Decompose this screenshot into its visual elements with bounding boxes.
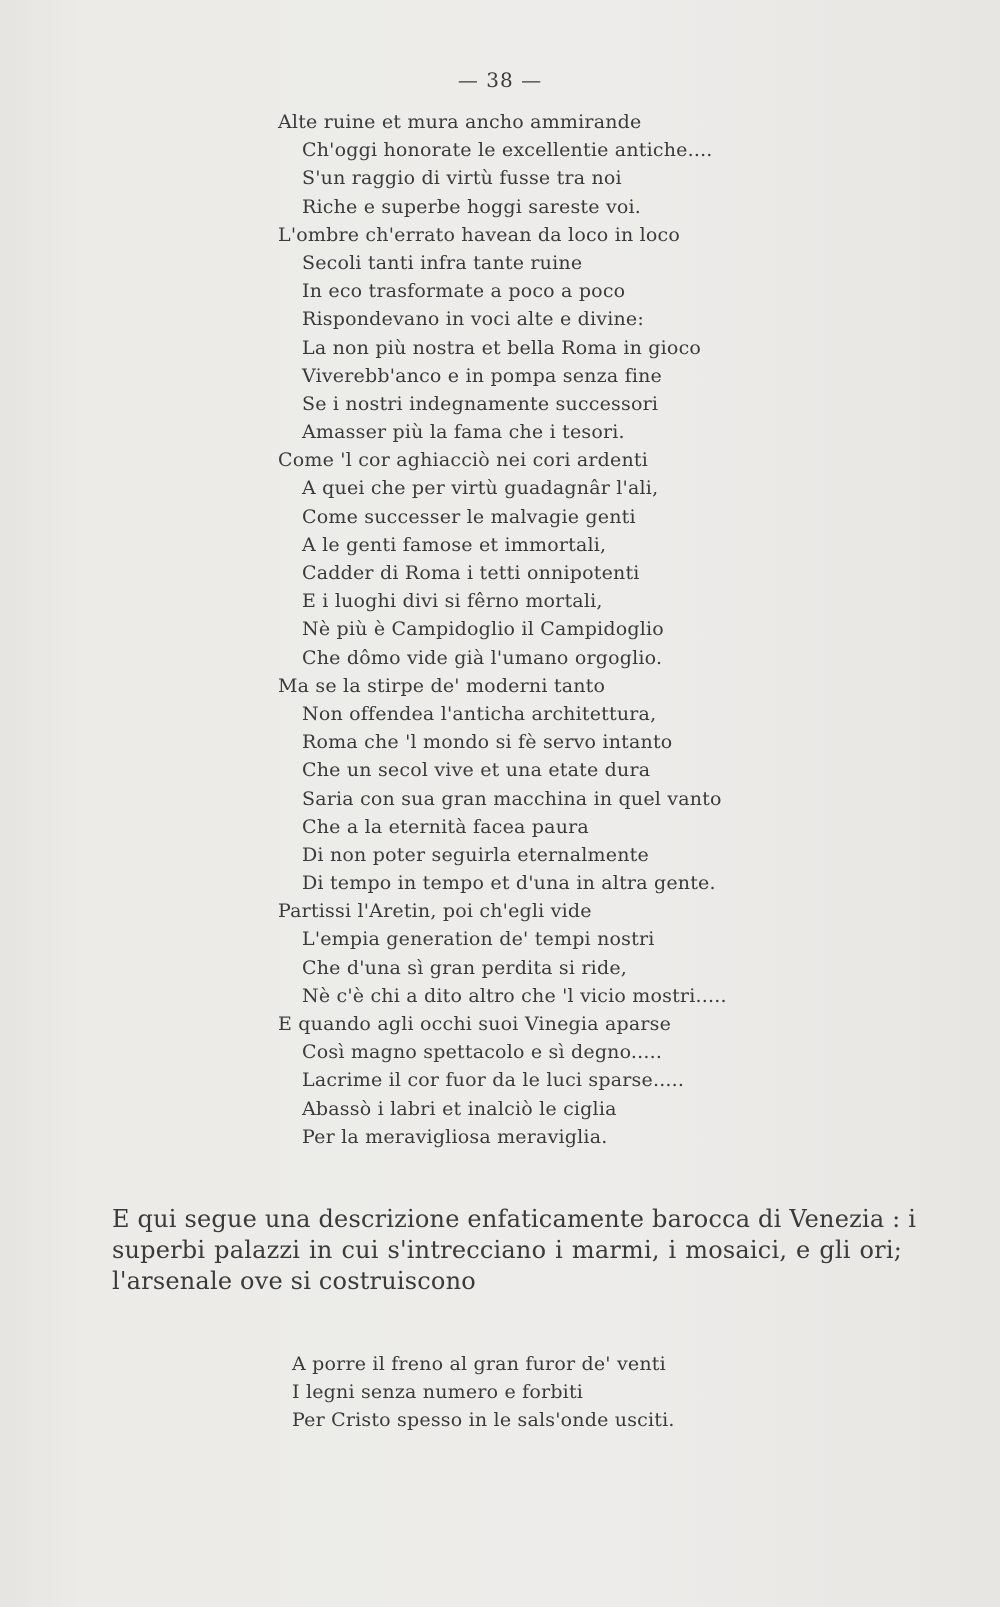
verse-line: A le genti famose et immortali, xyxy=(302,533,607,556)
verse-line: Alte ruine et mura ancho ammirande xyxy=(278,111,642,133)
verse-line: A quei che per virtù guadagnâr l'ali, xyxy=(302,477,659,500)
verse-line: Roma che 'l mondo si fè servo intanto xyxy=(302,731,673,754)
verse-line: S'un raggio di virtù fusse tra noi xyxy=(302,167,622,190)
verse-line: Di non poter seguirla eternalmente xyxy=(302,843,649,866)
verse-line: Nè più è Campidoglio il Campidoglio xyxy=(302,618,664,641)
prose-paragraph xyxy=(112,1204,917,1297)
verse-line: Per la meravigliosa meraviglia. xyxy=(302,1125,608,1148)
verse-line: L'empia generation de' tempi nostri xyxy=(302,928,655,951)
verse-line: Come successer le malvagie genti xyxy=(302,505,636,528)
verse-line: Amasser più la fama che i tesori. xyxy=(302,421,625,444)
verse-line: Per Cristo spesso in le sals'onde usciti. xyxy=(292,1409,675,1431)
verse-line: Viverebb'anco e in pompa senza fine xyxy=(302,364,662,387)
verse-line: Come 'l cor aghiacciò nei cori ardenti xyxy=(278,449,649,472)
verse-line: A porre il freno al gran furor de' venti xyxy=(292,1353,666,1375)
verse-line: Che un secol vive et una etate dura xyxy=(302,759,651,782)
prose-line: superbi palazzi in cui s'intrecciano i marmi, i mosaici, e gli ori; xyxy=(112,1236,902,1264)
quoted-verse xyxy=(292,1350,712,1434)
verse-line: Abassò i labri et inalciò le ciglia xyxy=(302,1097,617,1120)
verse-line: Cadder di Roma i tetti onnipotenti xyxy=(302,562,640,584)
verse-line: Se i nostri indegnamente successori xyxy=(302,392,659,415)
verse-line: L'ombre ch'errato havean da loco in loco xyxy=(278,223,681,246)
verse-line: E quando agli occhi suoi Vinegia aparse xyxy=(278,1013,672,1035)
verse-line: In eco trasformate a poco a poco xyxy=(302,280,626,303)
verse-line: Che d'una sì gran perdita si ride, xyxy=(302,956,628,979)
verse-line: Riche e superbe hoggi sareste voi. xyxy=(302,195,642,218)
verse-line: Non offendea l'anticha architettura, xyxy=(302,702,657,725)
verse-line: La non più nostra et bella Roma in gioco xyxy=(302,336,702,359)
verse-line: Che a la eternità facea paura xyxy=(302,815,589,838)
verse-line: Secoli tanti infra tante ruine xyxy=(302,251,583,274)
prose-line: l'arsenale ove si costruiscono xyxy=(112,1267,476,1295)
verse-line: Lacrime il cor fuor da le luci sparse..... xyxy=(302,1069,685,1092)
verse-block xyxy=(278,108,838,1151)
verse-line: Che dômo vide già l'umano orgoglio. xyxy=(302,646,663,669)
verse-line: Di tempo in tempo et d'una in altra gente. xyxy=(302,872,716,895)
prose-line: E qui segue una descrizione enfaticamente barocca di Venezia : i xyxy=(112,1205,917,1233)
page-number: — 38 — xyxy=(457,68,543,92)
verse-line: Rispondevano in voci alte e divine: xyxy=(302,308,644,331)
verse-line: Saria con sua gran macchina in quel vanto xyxy=(302,787,722,810)
verse-line: Nè c'è chi a dito altro che 'l vicio mostri..... xyxy=(302,984,727,1007)
verse-line: I legni senza numero e forbiti xyxy=(292,1381,584,1403)
verse-line: Ma se la stirpe de' moderni tanto xyxy=(278,674,606,697)
verse-line: Ch'oggi honorate le excellentie antiche.... xyxy=(302,139,713,162)
verse-line: Così magno spettacolo e sì degno..... xyxy=(302,1041,663,1064)
verse-line: Partissi l'Aretin, poi ch'egli vide xyxy=(278,900,592,923)
verse-line: E i luoghi divi si fêrno mortali, xyxy=(302,590,603,613)
